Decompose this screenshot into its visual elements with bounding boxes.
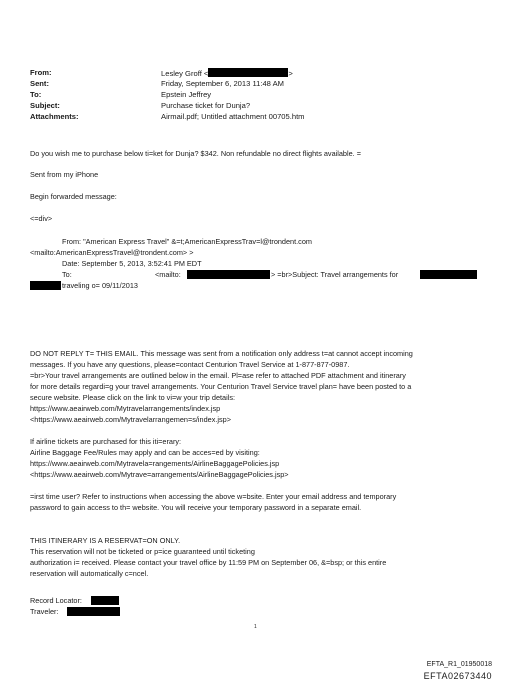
page-number: 1	[254, 624, 257, 630]
subject-label: Subject:	[30, 101, 60, 110]
attachments-value: Airmail.pdf; Untitled attachment 00705.htm	[161, 112, 305, 121]
redaction-box	[67, 607, 120, 616]
p1-line: for more details regardi=g your travel arrangements. Your Centurion Travel Service travel plan= have been posted to a	[30, 382, 412, 391]
subject-value: Purchase ticket for Dunja?	[161, 101, 251, 110]
redaction-box	[208, 68, 288, 77]
p4-line: reservation will automatically c=ncel.	[30, 569, 149, 578]
p3-line: password to gain access to th= website. You will receive your temporary password in a separate email.	[30, 503, 362, 512]
to-label: To:	[30, 90, 42, 99]
question-line: Do you wish me to purchase below ti=ket for Dunja? $342. Non refundable no direct flights available. =	[30, 149, 361, 158]
forwarded-line: Begin forwarded message:	[30, 192, 117, 201]
p2-link[interactable]: https://www.aeairweb.com/Mytravela=rangements/AirlineBaggagePolicies.jsp	[30, 459, 280, 468]
sent-from-line: Sent from my iPhone	[30, 170, 99, 179]
div-tag-line: <=div>	[30, 214, 53, 223]
sent-label: Sent:	[30, 79, 49, 88]
p4-line: This reservation will not be ticketed or p=ice guaranteed until ticketing	[30, 547, 255, 556]
redaction-box	[420, 270, 477, 279]
p1-link[interactable]: <https://www.aeairweb.com/Mytravelarrangemen=s/index.jsp>	[30, 415, 231, 424]
fwd-traveling-line: traveling o= 09/11/2013	[62, 281, 138, 290]
traveler-label: Traveler:	[30, 607, 59, 616]
p2-line: If airline tickets are purchased for this iti=erary:	[30, 437, 182, 446]
fwd-to-mailto: <mailto:	[155, 270, 181, 279]
sent-value: Friday, September 6, 2013 11:48 AM	[161, 79, 284, 88]
from-value: Lesley Groff <	[161, 69, 209, 78]
redaction-box	[91, 596, 119, 605]
p1-link[interactable]: https://www.aeairweb.com/Mytravelarrangements/index.jsp	[30, 404, 221, 413]
from-label: From:	[30, 68, 52, 77]
p1-line: =br>Your travel arrangements are outlined below in the email. Pl=ase refer to attached PDF attachment and itinerary	[30, 371, 406, 380]
from-close: >	[288, 69, 293, 78]
attachments-label: Attachments:	[30, 112, 79, 121]
p1-line: DO NOT REPLY T= THIS EMAIL. This message was sent from a notification only address t=at cannot accept incoming	[30, 349, 413, 358]
efta-r1-stamp: EFTA_R1_01950018	[426, 661, 492, 668]
fwd-date-line: Date: September 5, 2013, 3:52:41 PM EDT	[62, 259, 202, 268]
p4-line: authorization i= received. Please contact your travel office by 11:59 PM on September 06, &=bsp; or this entire	[30, 558, 387, 567]
to-value: Epstein Jeffrey	[161, 90, 212, 99]
fwd-mailto-line: <mailto:AmericanExpressTravel@trondent.com> >	[30, 248, 194, 257]
p2-link[interactable]: <https://www.aeairweb.com/Mytrave=arrangements/AirlineBaggagePolicies.jsp>	[30, 470, 289, 479]
fwd-from-line: From: "American Express Travel" &=t;AmericanExpressTrav=l@trondent.com	[62, 237, 312, 246]
p1-line: secure website. Please click on the link to vi=w your trip details:	[30, 393, 236, 402]
fwd-to-subject: > =br>Subject: Travel arrangements for	[271, 270, 399, 279]
p1-line: messages. If you have any questions, please=contact Centurion Travel Service at 1-877-877-0987.	[30, 360, 350, 369]
p3-line: =irst time user? Refer to instructions when accessing the above w=bsite. Enter your email address and temporary	[30, 492, 397, 501]
redaction-box	[30, 281, 61, 290]
redaction-box	[187, 270, 270, 279]
record-locator-label: Record Locator:	[30, 596, 82, 605]
p4-line: THIS ITINERARY IS A RESERVAT=ON ONLY.	[30, 536, 181, 545]
p2-line: Airline Baggage Fee/Rules may apply and can be acces=ed by visiting:	[30, 448, 260, 457]
efta-stamp: EFTA02673440	[423, 671, 492, 681]
fwd-to-label: To:	[62, 270, 72, 279]
